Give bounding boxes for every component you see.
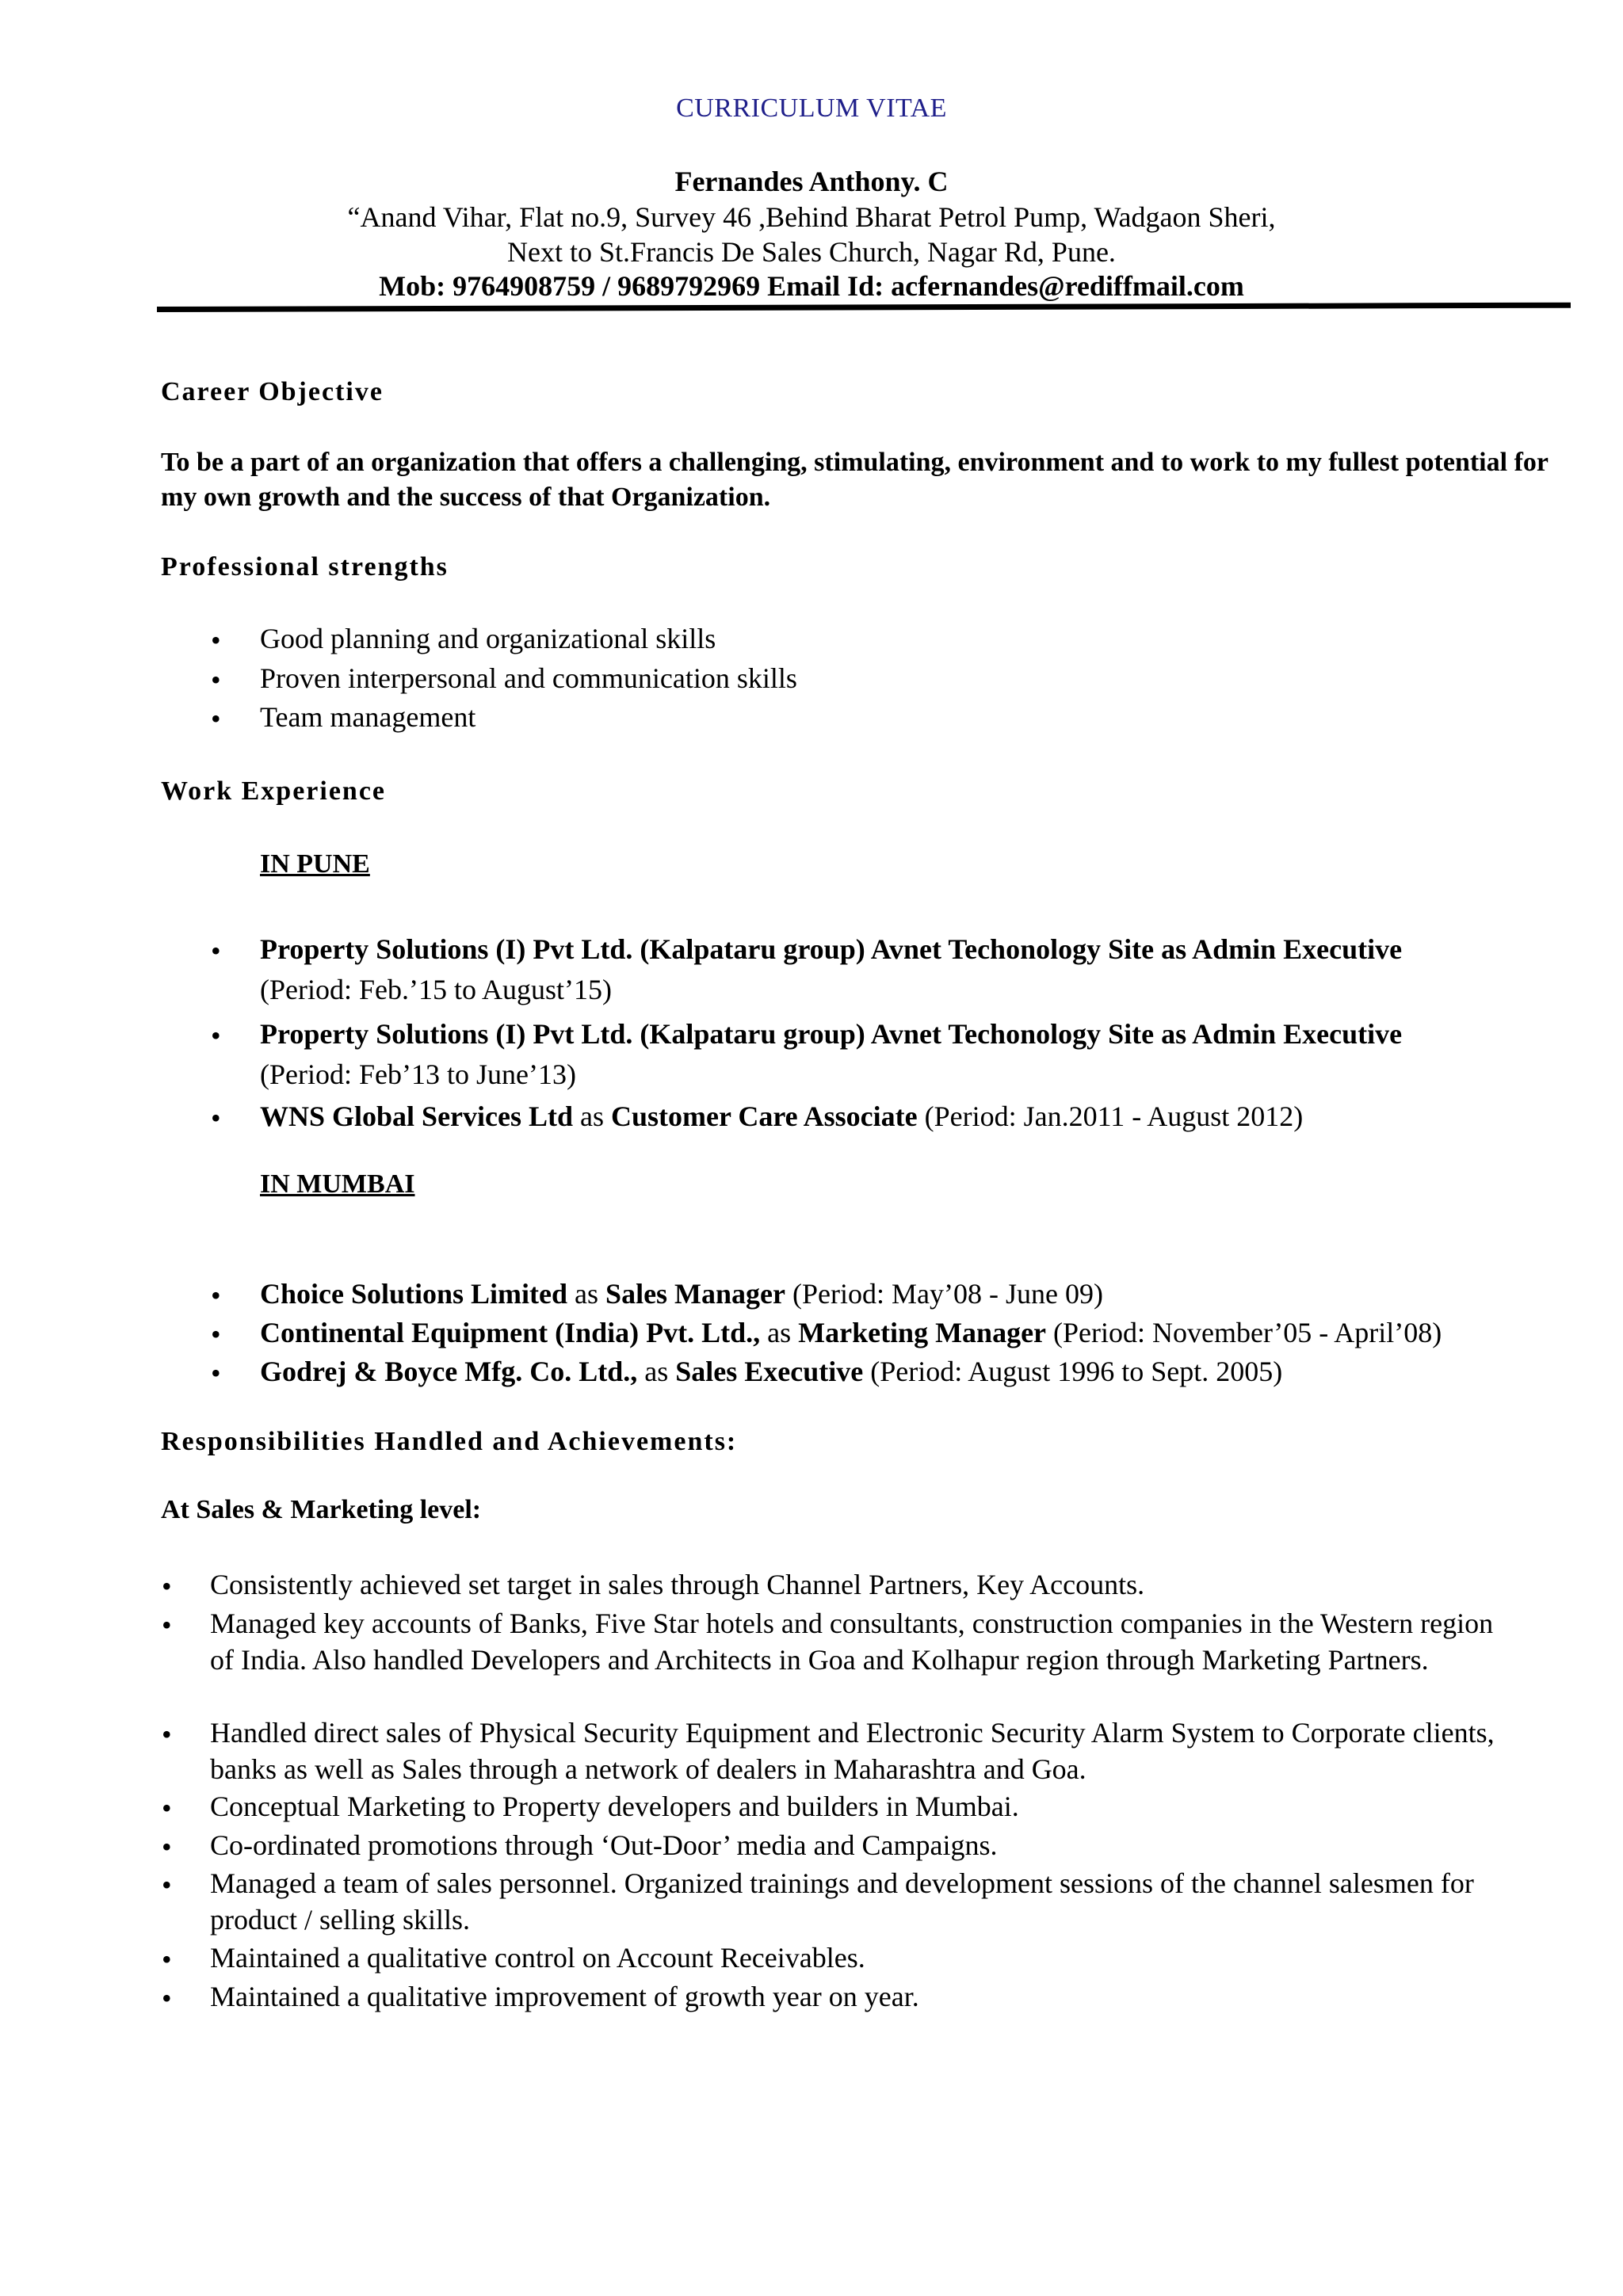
sales-marketing-subheading: At Sales & Marketing level: xyxy=(161,1495,482,1524)
mumbai-subheading: IN MUMBAI xyxy=(260,1169,415,1199)
list-item: Handled direct sales of Physical Security Equipment and Electronic Security Alarm System to Corporate clients, banks as well as Sales through a network of dealers in Maharashtra and Goa. xyxy=(210,1717,1495,1785)
list-item: Proven interpersonal and communication skills xyxy=(260,662,797,694)
bullet-icon: • xyxy=(211,1280,221,1311)
bullet-icon: • xyxy=(211,935,221,967)
bullet-icon: • xyxy=(162,1792,172,1824)
bullet-icon: • xyxy=(162,1869,172,1901)
bullet-icon: • xyxy=(162,1831,172,1863)
bullet-icon: • xyxy=(211,624,221,656)
bullet-icon: • xyxy=(211,1102,221,1134)
bullet-icon: • xyxy=(211,703,221,734)
candidate-name: Fernandes Anthony. C xyxy=(674,166,949,197)
career-objective-text: To be a part of an organization that offers a challenging, stimulating, environment and to work to my fullest potential for my own growth and the success of that Organization. xyxy=(161,448,1549,512)
bullet-icon: • xyxy=(162,1943,172,1975)
as-text: as xyxy=(567,1278,606,1310)
job-entry xyxy=(260,1314,1442,1351)
list-item: Maintained a qualitative improvement of growth year on year. xyxy=(210,1981,919,2012)
address-line-2: Next to St.Francis De Sales Church, Nagar Rd, Pune. xyxy=(507,236,1116,268)
list-item: Team management xyxy=(260,701,476,733)
list-item: Managed key accounts of Banks, Five Star hotels and consultants, construction companies in the Western region of India. Also handled Developers and Architects in Goa and Kolhapur region through Marketing Partners. xyxy=(210,1608,1494,1676)
work-experience-heading: Work Experience xyxy=(161,776,387,806)
company-name: Continental Equipment (India) Pvt. Ltd., xyxy=(260,1317,761,1348)
list-item: Good planning and organizational skills xyxy=(260,623,716,654)
bullet-icon: • xyxy=(211,1318,221,1350)
address-line-1: “Anand Vihar, Flat no.9, Survey 46 ,Behind Bharat Petrol Pump, Wadgaon Sheri, xyxy=(347,201,1276,233)
job-entry xyxy=(260,1098,1303,1135)
job-period: (Period: May’08 - June 09) xyxy=(785,1278,1103,1310)
list-item: Managed a team of sales personnel. Organized trainings and development sessions of the channel salesmen for product / selling skills. xyxy=(210,1867,1474,1936)
bullet-icon: • xyxy=(162,1718,172,1750)
pune-subheading: IN PUNE xyxy=(260,849,370,879)
job-role: Sales Manager xyxy=(605,1278,786,1310)
job-period: (Period: November’05 - April’08) xyxy=(1046,1317,1442,1348)
job-title: Property Solutions (I) Pvt Ltd. (Kalpataru group) Avnet Techonology Site as Admin Executive xyxy=(260,1018,1403,1050)
bullet-icon: • xyxy=(211,664,221,696)
job-period: (Period: August 1996 to Sept. 2005) xyxy=(863,1356,1283,1387)
professional-strengths-heading: Professional strengths xyxy=(161,552,449,582)
bullet-icon: • xyxy=(211,1357,221,1389)
career-objective-heading: Career Objective xyxy=(161,377,384,406)
as-text: as xyxy=(573,1100,612,1132)
contact-line: Mob: 9764908759 / 9689792969 Email Id: acfernandes@rediffmail.com xyxy=(379,270,1244,302)
as-text: as xyxy=(760,1317,799,1348)
job-role: Sales Executive xyxy=(675,1356,864,1387)
list-item: Conceptual Marketing to Property developers and builders in Mumbai. xyxy=(210,1791,1019,1822)
list-item: Maintained a qualitative control on Account Receivables. xyxy=(210,1942,865,1974)
bullet-icon: • xyxy=(162,1982,172,2014)
company-name: Godrej & Boyce Mfg. Co. Ltd., xyxy=(260,1356,638,1387)
job-title: Property Solutions (I) Pvt Ltd. (Kalpataru group) Avnet Techonology Site as Admin Executive xyxy=(260,933,1403,965)
company-name: WNS Global Services Ltd xyxy=(260,1100,574,1132)
responsibilities-heading: Responsibilities Handled and Achievements: xyxy=(161,1427,738,1456)
job-entry xyxy=(260,1276,1103,1312)
list-item: Co-ordinated promotions through ‘Out-Door’ media and Campaigns. xyxy=(210,1829,998,1861)
bullet-icon: • xyxy=(211,1020,221,1051)
job-entry xyxy=(260,1353,1282,1390)
company-name: Choice Solutions Limited xyxy=(260,1278,568,1310)
bullet-icon: • xyxy=(162,1609,172,1641)
bullet-icon: • xyxy=(162,1570,172,1602)
job-period: (Period: Feb’13 to June’13) xyxy=(260,1058,576,1090)
as-text: as xyxy=(637,1356,676,1387)
header-divider xyxy=(157,303,1571,312)
job-role: Customer Care Associate xyxy=(611,1100,918,1132)
list-item: Consistently achieved set target in sales through Channel Partners, Key Accounts. xyxy=(210,1569,1145,1600)
job-role: Marketing Manager xyxy=(798,1317,1047,1348)
job-period: (Period: Jan.2011 - August 2012) xyxy=(917,1100,1304,1132)
document-title: CURRICULUM VITAE xyxy=(676,93,947,123)
job-period: (Period: Feb.’15 to August’15) xyxy=(260,974,612,1005)
